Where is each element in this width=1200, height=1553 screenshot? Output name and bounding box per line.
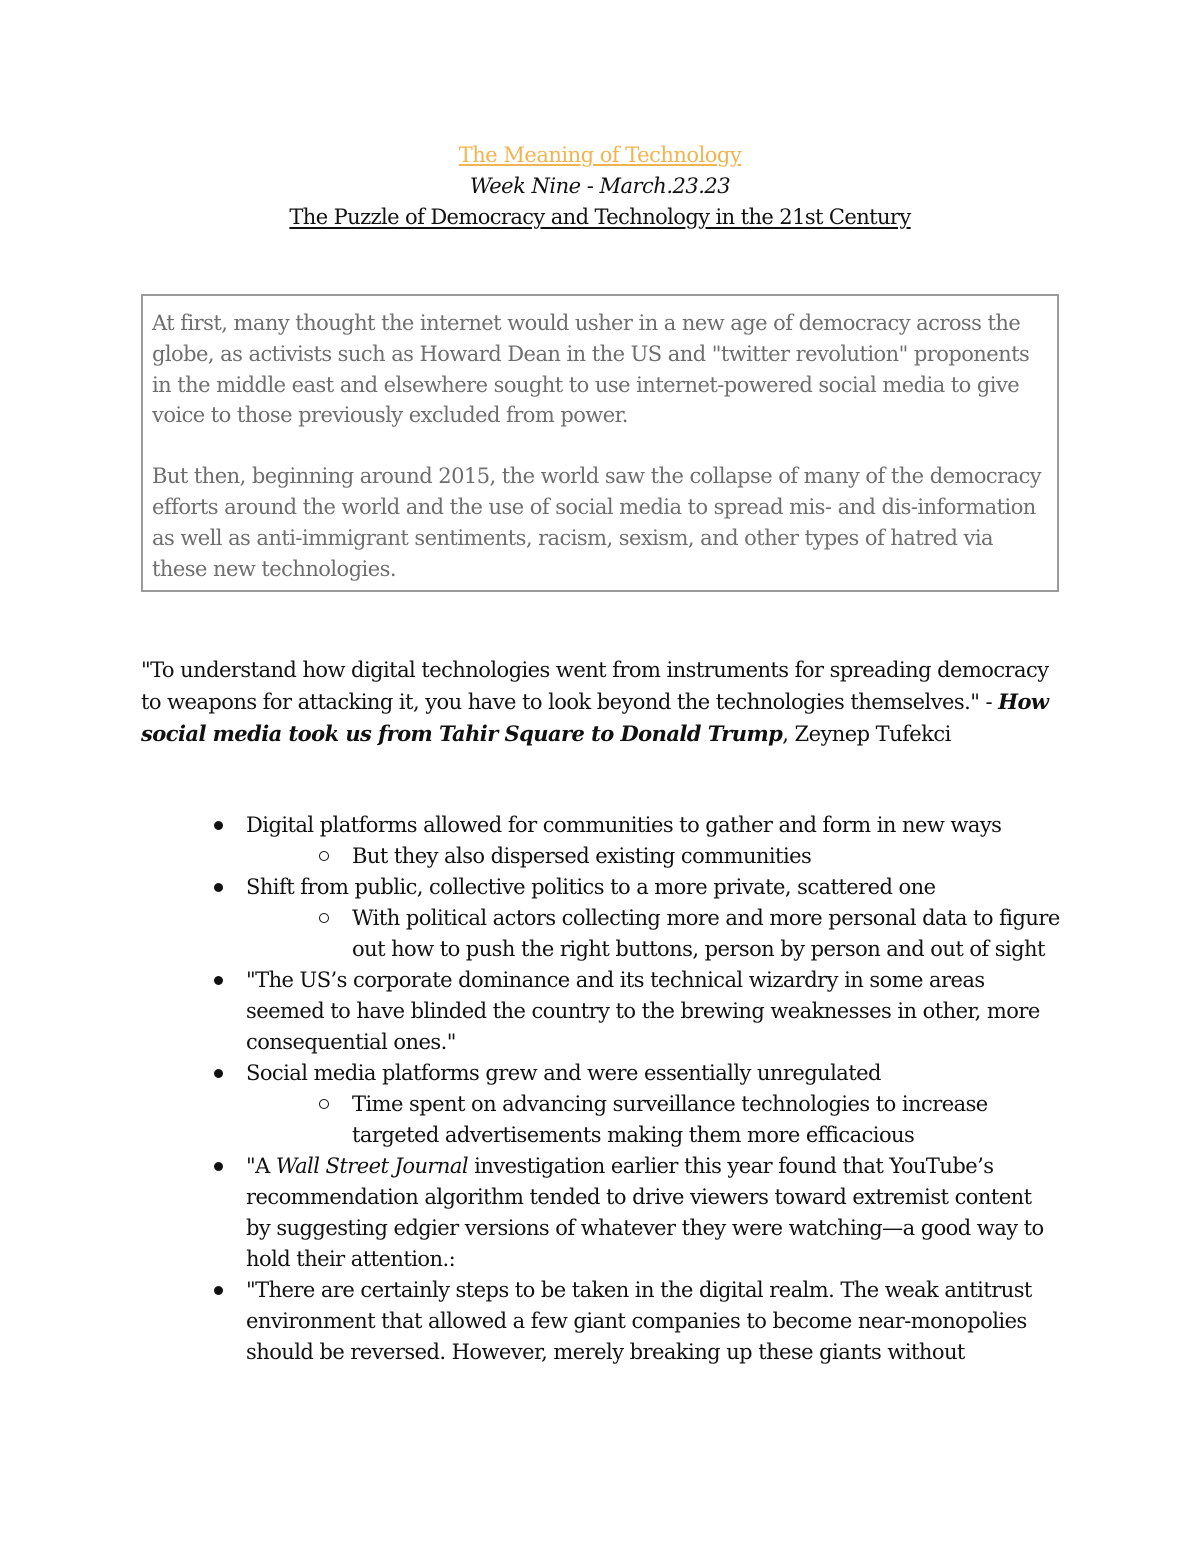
quote-author: , Zeynep Tufekci <box>782 722 951 746</box>
quote-source-title: How social media took us from Tahir Square to Donald Trump <box>141 689 1049 746</box>
list-item-text: "The US’s corporate dominance and its technical wizardry in some areas seemed to have blinded the country to the brewing weaknesses in other, more consequential ones." <box>246 968 1040 1054</box>
list-item <box>0 872 1060 903</box>
wsj-publication-name: Wall Street Journal <box>275 1154 469 1178</box>
bullet-circle-icon <box>312 841 336 872</box>
list-item-text: "There are certainly steps to be taken in the digital realm. The weak antitrust environment that allowed a few giant companies to become near-monopolies should be reversed. However, merely breaking up these giants without <box>246 1278 1032 1364</box>
list-item-text: Shift from public, collective politics to a more private, scattered one <box>246 875 936 899</box>
document-title-link[interactable]: The Meaning of Technology <box>458 143 742 167</box>
bullet-circle-icon <box>312 903 336 934</box>
tufekci-quote <box>141 655 1059 750</box>
list-item <box>0 1058 1060 1089</box>
list-item-prefix: "A <box>246 1154 276 1178</box>
bullet-dot-icon <box>206 810 230 841</box>
list-item <box>0 1151 1060 1275</box>
list-item-text: Digital platforms allowed for communities to gather and form in new ways <box>246 813 1002 837</box>
bullet-dot-icon <box>206 872 230 903</box>
list-item <box>0 810 1060 841</box>
bullet-dot-icon <box>206 1151 230 1182</box>
week-date-line: Week Nine - March.23.23 <box>469 174 731 198</box>
intro-paragraph-2: But then, beginning around 2015, the world saw the collapse of many of the democracy efforts around the world and the use of social media to spread mis- and dis-information as well as anti-immigrant sentiments, racism, sexism, and other types of hatred via these new technologies. <box>152 464 1042 581</box>
list-item-text: But they also dispersed existing communities <box>352 844 812 868</box>
list-item <box>0 841 1060 872</box>
document-subtitle: The Puzzle of Democracy and Technology in the 21st Century <box>289 205 911 229</box>
bullet-dot-icon <box>206 1275 230 1306</box>
list-item <box>0 903 1060 965</box>
list-item-text: With political actors collecting more and more personal data to figure out how to push the right buttons, person by person and out of sight <box>352 906 1060 961</box>
bullet-dot-icon <box>206 1058 230 1089</box>
list-item-text: investigation earlier this year found that YouTube’s recommendation algorithm tended to drive viewers toward extremist content by suggesting edgier versions of whatever they were watching—a good way to hold their attention.: <box>246 1154 1044 1271</box>
list-item-text: Social media platforms grew and were essentially unregulated <box>246 1061 881 1085</box>
intro-summary-box <box>141 294 1059 592</box>
list-item <box>0 965 1060 1058</box>
document-header <box>0 140 1200 233</box>
list-item <box>0 1089 1060 1151</box>
notes-bullet-list <box>0 810 1200 1368</box>
quote-text: "To understand how digital technologies went from instruments for spreading democracy to weapons for attacking it, you have to look beyond the technologies themselves." - <box>141 658 1049 714</box>
bullet-circle-icon <box>312 1089 336 1120</box>
bullet-dot-icon <box>206 965 230 996</box>
intro-paragraph-1: At first, many thought the internet would usher in a new age of democracy across the globe, as activists such as Howard Dean in the US and "twitter revolution" proponents in the middle east and elsewhere sought to use internet-powered social media to give voice to those previously excluded from power. <box>152 311 1030 428</box>
list-item <box>0 1275 1060 1368</box>
list-item-text: Time spent on advancing surveillance technologies to increase targeted advertisements making them more efficacious <box>352 1092 988 1147</box>
